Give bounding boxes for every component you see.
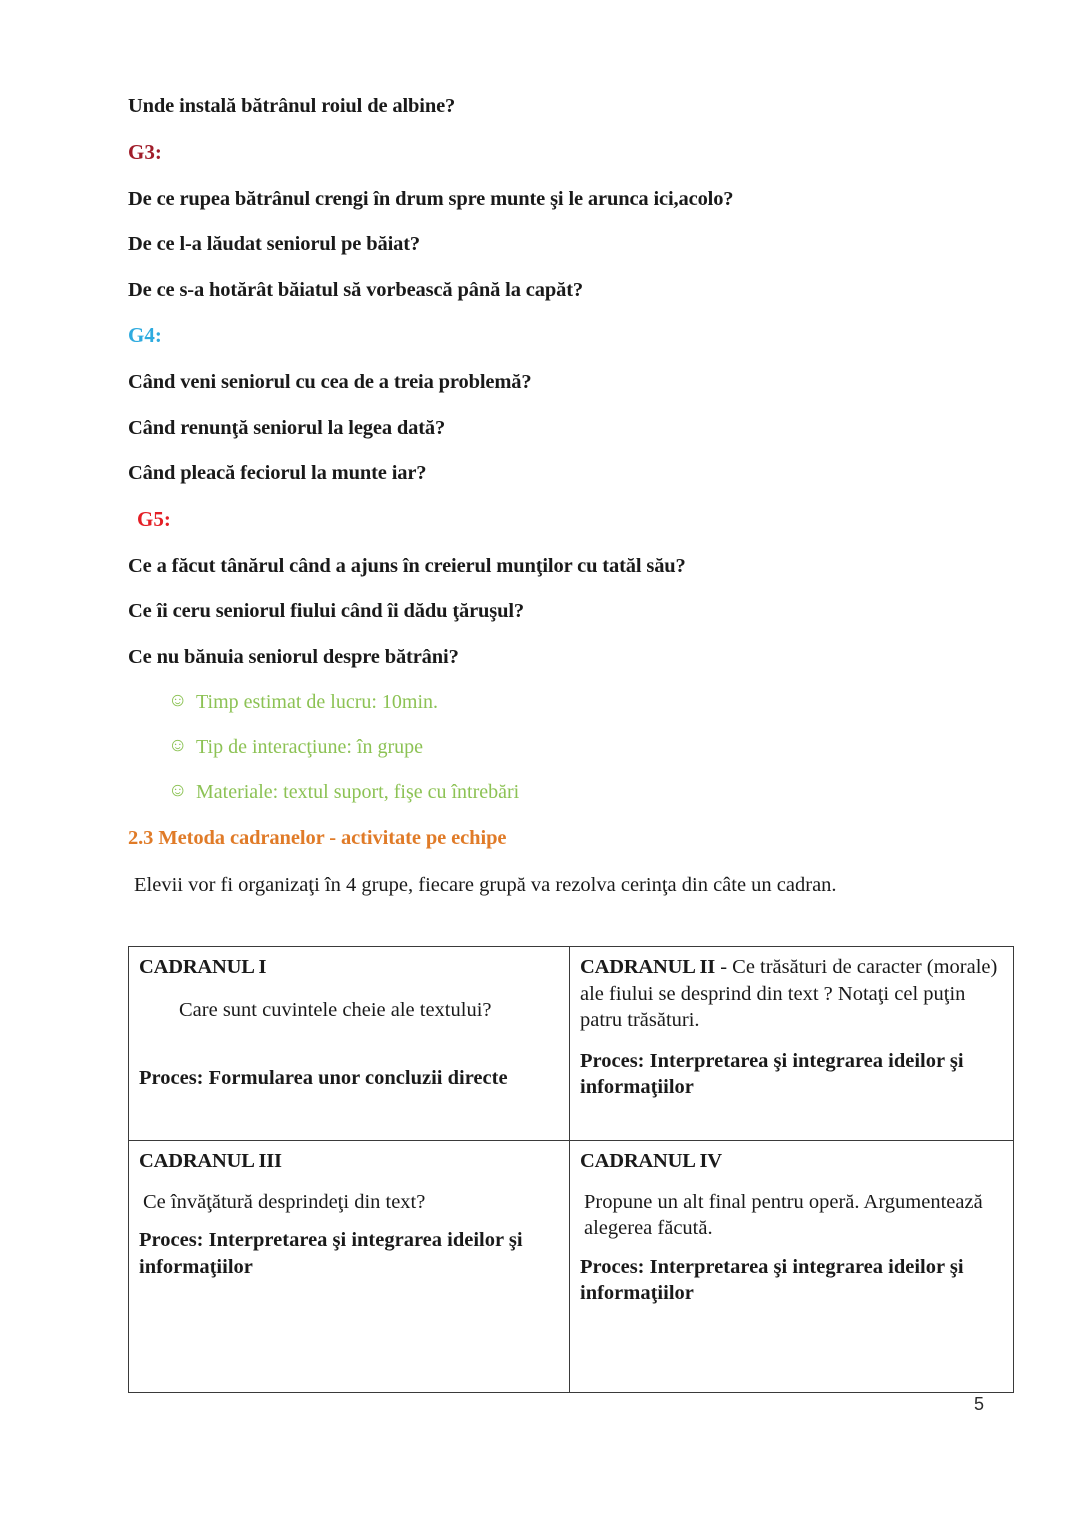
smiley-face-icon: ☺ — [168, 690, 188, 711]
list-item-label: Materiale: textul suport, fişe cu întrebări — [196, 781, 520, 803]
list-item — [128, 782, 976, 802]
cadran-3-proces: Proces: Interpretarea şi integrarea ideilor şi informaţiilor — [139, 1229, 523, 1278]
list-item — [128, 692, 976, 712]
table-row — [129, 1141, 1014, 1393]
g4-question-1: Când veni seniorul cu cea de a treia problemă? — [128, 371, 532, 393]
cadran-4-title: CADRANUL IV — [580, 1150, 722, 1172]
list-item-label: Timp estimat de lucru: 10min. — [196, 691, 439, 713]
cadran-3-cell — [129, 1141, 570, 1393]
g5-question-1: Ce a făcut tânărul când a ajuns în creierul munţilor cu tatăl său? — [128, 554, 686, 577]
g4-question-3: Când pleacă feciorul la munte iar? — [128, 462, 427, 484]
group-label-g5: G5: — [137, 506, 171, 531]
g3-question-3: De ce s-a hotărât băiatul să vorbească până la capăt? — [128, 278, 583, 301]
cadran-4-cell — [570, 1141, 1014, 1393]
cadran-4-question: Propune un alt final pentru operă. Argumentează alegerea făcută. — [584, 1190, 983, 1240]
group-label-g4: G4: — [128, 323, 162, 347]
list-item-label: Tip de interacţiune: în grupe — [196, 736, 423, 758]
lead-question: Unde instală bătrânul roiul de albine? — [128, 95, 456, 117]
cadrane-table — [128, 946, 1014, 1393]
cadran-1-title: CADRANUL I — [139, 956, 267, 978]
intro-paragraph: Elevii vor fi organizaţi în 4 grupe, fiecare grupă va rezolva cerinţa din câte un cadran. — [134, 874, 837, 896]
g5-question-2: Ce îi ceru seniorul fiului când îi dădu ţăruşul? — [128, 600, 525, 622]
document-body — [128, 96, 976, 919]
section-heading: 2.3 Metoda cadranelor - activitate pe echipe — [128, 827, 507, 849]
cadran-2-title: CADRANUL II — [580, 956, 716, 978]
cadran-1-proces: Proces: Formularea unor concluzii directe — [139, 1067, 508, 1090]
cadran-2-proces: Proces: Interpretarea şi integrarea ideilor şi informaţiilor — [580, 1049, 964, 1099]
cadran-4-proces: Proces: Interpretarea şi integrarea ideilor şi informaţiilor — [580, 1255, 964, 1305]
cadran-2-cell — [570, 947, 1014, 1141]
cadran-1-question: Care sunt cuvintele cheie ale textului? — [179, 998, 492, 1021]
cadran-3-title: CADRANUL III — [139, 1150, 282, 1172]
list-item — [128, 737, 976, 757]
g4-question-2: Când renunţă seniorul la legea dată? — [128, 416, 446, 439]
cadran-2-question: - Ce trăsături de caracter (morale) ale fiului se desprind din text ? Notaţi cel puţin patru trăsături. — [580, 956, 998, 1032]
cadran-1-cell — [129, 947, 570, 1141]
table-row — [129, 947, 1014, 1141]
activity-meta-list — [128, 692, 976, 802]
g5-question-3: Ce nu bănuia seniorul despre bătrâni? — [128, 645, 459, 668]
g3-question-2: De ce l-a lăudat seniorul pe băiat? — [128, 233, 420, 255]
group-label-g3: G3: — [128, 139, 162, 164]
cadran-3-question: Ce învăţătură desprindeţi din text? — [143, 1190, 426, 1213]
smiley-face-icon: ☺ — [168, 735, 188, 756]
g3-question-1: De ce rupea bătrânul crengi în drum spre munte şi le arunca ici,acolo? — [128, 187, 734, 210]
smiley-face-icon: ☺ — [168, 780, 188, 801]
page-number: 5 — [973, 1394, 984, 1414]
